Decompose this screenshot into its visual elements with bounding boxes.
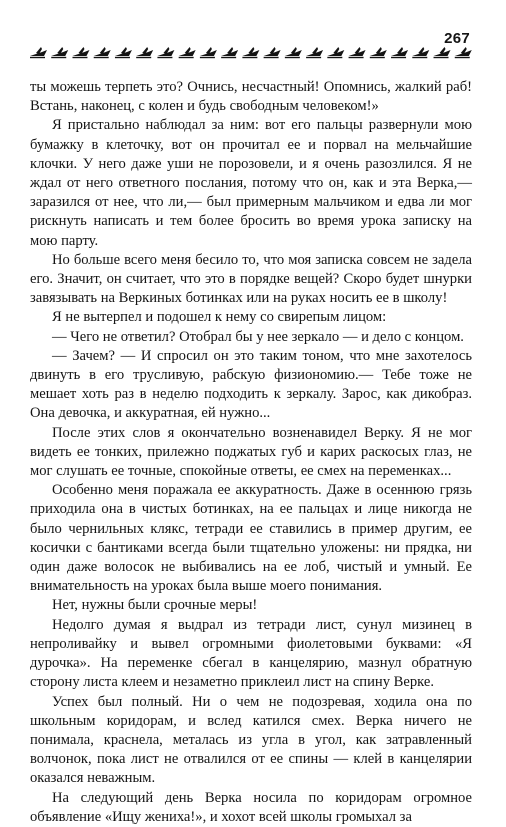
- paragraph: На следующий день Верка носила по коридорам огромное объявление «Ищу жениха!», и хохот всей школы громыхал за: [30, 789, 472, 825]
- ornament-mark: [200, 47, 217, 58]
- dialogue-line: — Чего не ответил? Отобрал бы у нее зеркало — и дело с концом.: [52, 328, 464, 345]
- ornament-mark: [94, 47, 111, 58]
- ornament-mark: [115, 47, 132, 58]
- ornament-rule: [28, 44, 474, 60]
- ornament-mark: [391, 47, 408, 58]
- paragraph-continued: ты можешь терпеть это? Очнись, несчастный! Опомнись, жалкий раб! Встань, наконец, с колен и будь свободным человеком!»: [30, 79, 472, 115]
- ornament-mark: [412, 47, 429, 58]
- ornament-mark: [455, 47, 472, 58]
- body-text: [30, 78, 472, 827]
- ornament-mark: [327, 47, 344, 58]
- ornament-mark: [349, 47, 366, 58]
- ornament-mark: [72, 47, 89, 58]
- ornament-mark: [242, 47, 259, 58]
- ornament-mark: [434, 47, 451, 58]
- paragraph: Успех был полный. Ни о чем не подозревая, ходила она по школьным коридорам, и вслед катился смех. Верка ничего не понимала, краснела, металась из угла в угол, как затравленный волчонок, пока лист не отвалился от ее спины — клей в канцелярии оказался неважным.: [30, 693, 472, 787]
- ornament-mark: [51, 47, 68, 58]
- ornament-mark: [285, 47, 302, 58]
- paragraph: Нет, нужны были срочные меры!: [52, 597, 258, 614]
- page-number: 267: [444, 30, 470, 47]
- ornament-mark: [264, 47, 281, 58]
- paragraph: После этих слов я окончательно возненавидел Верку. Я не мог видеть ее тонких, прилежно поджатых губ и карих раскосых глаз, не мог слушать ее точные, спокойные ответы, ее смех на переменках...: [30, 424, 472, 480]
- ornament-mark: [136, 47, 153, 58]
- paragraph: Но больше всего меня бесило то, что моя записка совсем не задела его. Значит, он считает, что это в порядке вещей? Скоро будет шнурки завязывать на Веркиных ботинках или на руках носить ее в школу!: [30, 251, 472, 307]
- ornament-mark: [370, 47, 387, 58]
- ornament-mark: [306, 47, 323, 58]
- paragraph: Особенно меня поражала ее аккуратность. Даже в осеннюю грязь приходила она в чистых ботинках, на ее пальцах и лице никогда не было чернильных клякс, тетради ее ставились в пример другим, ее косички с бантиками всегда были тщательно уложены: ни прядка, ни один даже волосок не выбивались на ее лоб, чистый и умный. Ее внимательность на уроках была выше моего понимания.: [30, 482, 472, 595]
- ornament-mark: [157, 47, 174, 58]
- ornament-mark: [30, 47, 47, 58]
- paragraph: Я пристально наблюдал за ним: вот его пальцы развернули мою бумажку в клеточку, вот он прочитал ее и порвал на мельчайшие клочки. У него даже уши не порозовели, и я очень разозлился. Я не ждал от него ответного послания, потому что он, как и эта Верка,— заразился от нее, что ли,— был примерным мальчиком и едва ли мог рискнуть написать и тем более бросить во время урока записку на мою парту.: [30, 117, 472, 249]
- paragraph: Недолго думая я выдрал из тетради лист, сунул мизинец в непроливайку и вывел огромными фиолетовыми буквами: «Я дурочка». На переменке сбегал в канцелярию, мазнул обратную сторону листа клеем и незаметно приклеил лист на спину Верке.: [30, 616, 472, 691]
- paragraph: Я не вытерпел и подошел к нему со свирепым лицом:: [52, 309, 387, 326]
- ornament-mark: [179, 47, 196, 58]
- dialogue-line: — Зачем? — И спросил он это таким тоном, что мне захотелось двинуть в его трусливую, рабскую физиономию.— Тебе тоже не мешает хоть раз в неделю подходить к зеркалу. Зарос, как дикобраз. Она девочка, и аккуратная, ей нужно...: [30, 347, 472, 422]
- ornament-mark: [221, 47, 238, 58]
